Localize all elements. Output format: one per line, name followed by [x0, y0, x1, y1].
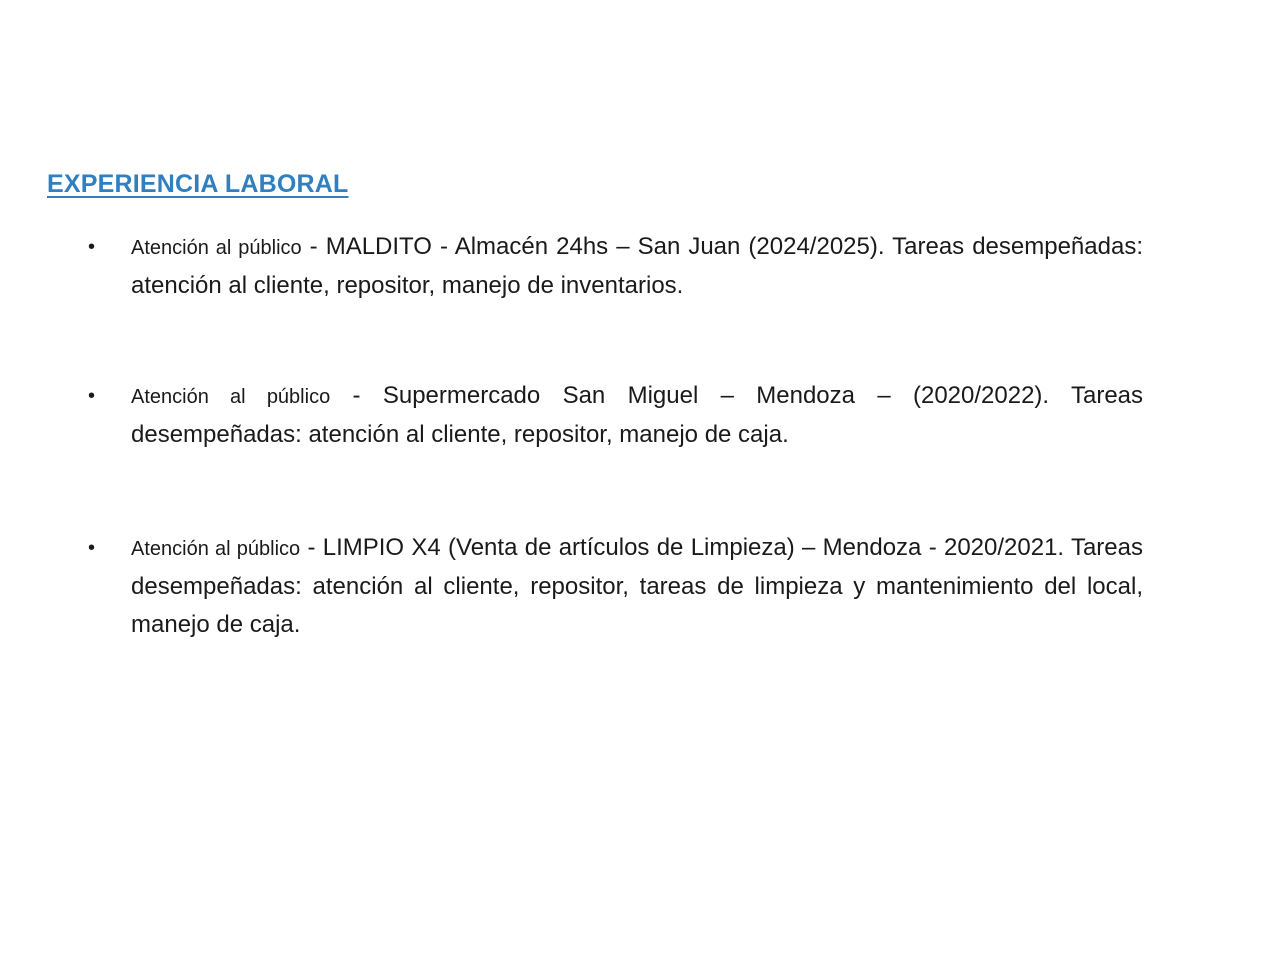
job-description [131, 228, 1143, 305]
job-description [131, 377, 1143, 454]
job-description [131, 529, 1143, 644]
bullet-icon: • [88, 537, 96, 559]
job-details: - MALDITO - Almacén 24hs – San Juan (2024/2025). Tareas desempeñadas: atención al cliente, repositor, manejo de inventarios. [131, 233, 1143, 299]
job-details: - Supermercado San Miguel – Mendoza – (2020/2022). Tareas desempeñadas: atención al cliente, repositor, manejo de caja. [131, 382, 1144, 448]
job-role: Atención al público [131, 538, 301, 560]
job-role: Atención al público [131, 386, 331, 408]
bullet-icon: • [88, 385, 96, 407]
job-role: Atención al público [131, 237, 302, 259]
section-heading: EXPERIENCIA LABORAL [47, 170, 349, 198]
bullet-icon: • [88, 236, 96, 258]
job-details: - LIMPIO X4 (Venta de artículos de Limpieza) – Mendoza - 2020/2021. Tareas desempeñadas: atención al cliente, repositor, tareas de limpieza y mantenimiento del local, manejo de caja. [131, 534, 1143, 638]
